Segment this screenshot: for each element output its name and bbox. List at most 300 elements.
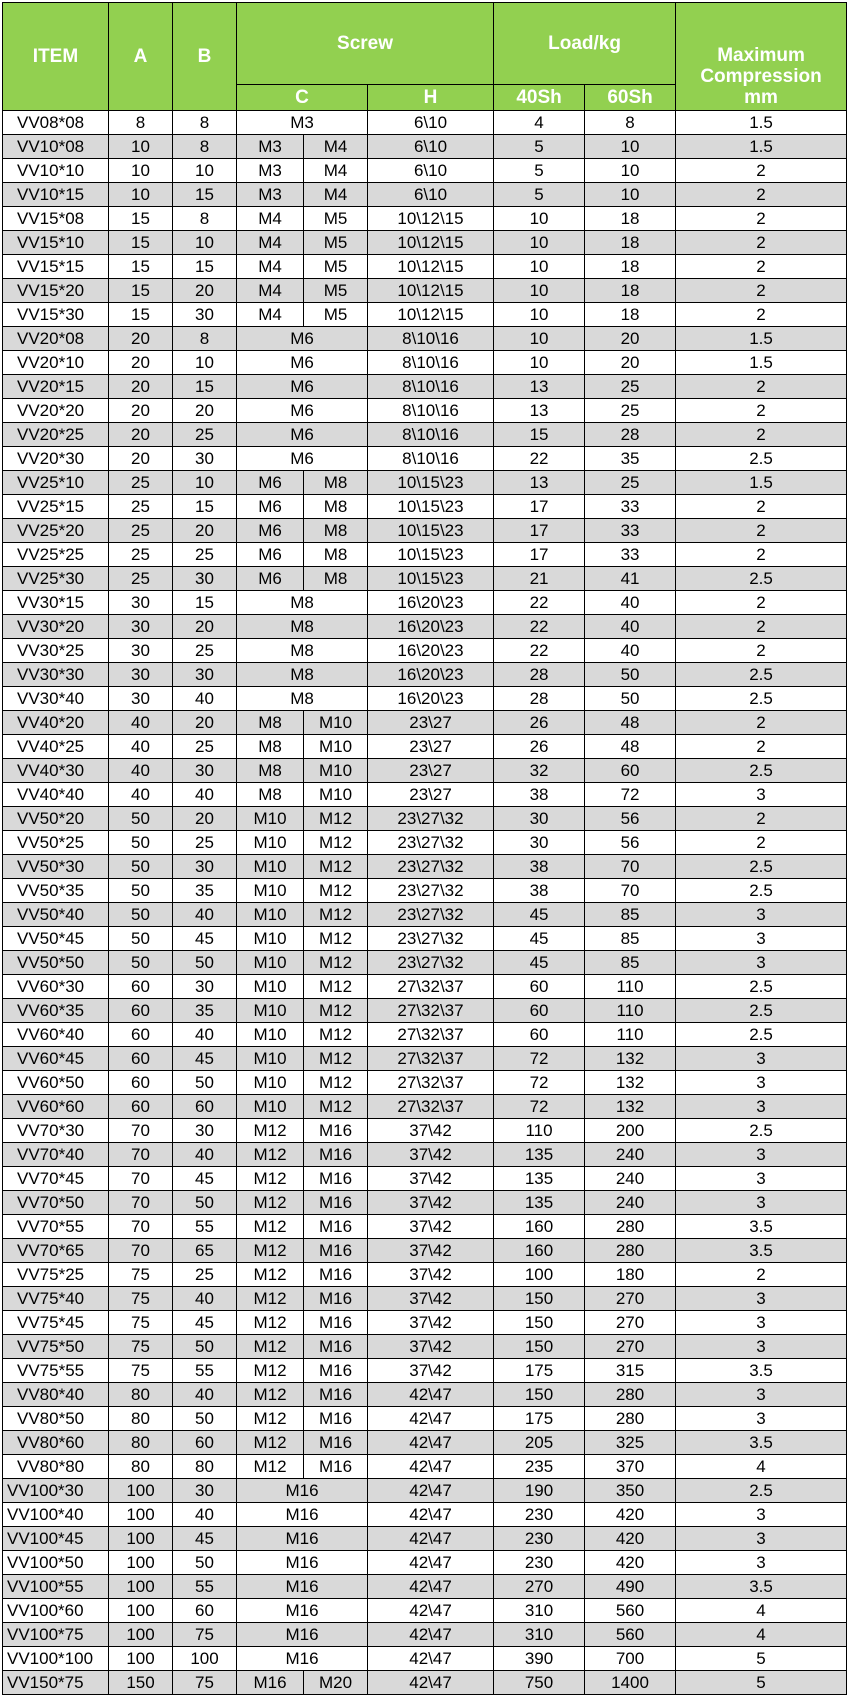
load-40sh-cell: 5 (494, 135, 585, 159)
screw-c1-cell: M12 (237, 1167, 304, 1191)
load-40sh-cell: 750 (494, 1671, 585, 1695)
table-row (3, 207, 847, 231)
max-compression-cell: 3.5 (676, 1359, 847, 1383)
load-40sh-cell: 60 (494, 999, 585, 1023)
max-compression-cell: 1.5 (676, 135, 847, 159)
a-cell: 15 (109, 303, 173, 327)
screw-c2-cell: M16 (304, 1311, 368, 1335)
a-cell: 15 (109, 255, 173, 279)
screw-h-cell: 42\47 (368, 1383, 494, 1407)
screw-c2-cell: M12 (304, 1023, 368, 1047)
max-compression-cell: 2 (676, 303, 847, 327)
b-cell: 45 (173, 1527, 237, 1551)
table-row (3, 807, 847, 831)
load-40sh-cell: 390 (494, 1647, 585, 1671)
screw-h-cell: 27\32\37 (368, 975, 494, 999)
b-cell: 40 (173, 903, 237, 927)
screw-h-cell: 27\32\37 (368, 1071, 494, 1095)
screw-c-cell: M6 (237, 327, 368, 351)
screw-c1-cell: M6 (237, 543, 304, 567)
max-compression-cell: 2.5 (676, 663, 847, 687)
screw-c1-cell: M6 (237, 471, 304, 495)
table-row (3, 519, 847, 543)
screw-c1-cell: M10 (237, 999, 304, 1023)
screw-h-cell: 23\27 (368, 711, 494, 735)
max-compression-cell: 3 (676, 1095, 847, 1119)
screw-c2-cell: M12 (304, 951, 368, 975)
max-compression-cell: 3.5 (676, 1431, 847, 1455)
load-40sh-cell: 135 (494, 1191, 585, 1215)
load-40sh-cell: 205 (494, 1431, 585, 1455)
b-cell: 40 (173, 1287, 237, 1311)
screw-h-cell: 27\32\37 (368, 999, 494, 1023)
b-cell: 30 (173, 567, 237, 591)
header-load: Load/kg (494, 3, 676, 85)
screw-c2-cell: M8 (304, 471, 368, 495)
max-compression-cell: 3.5 (676, 1239, 847, 1263)
table-row (3, 975, 847, 999)
b-cell: 15 (173, 591, 237, 615)
load-40sh-cell: 5 (494, 183, 585, 207)
screw-c1-cell: M4 (237, 207, 304, 231)
a-cell: 70 (109, 1215, 173, 1239)
a-cell: 40 (109, 783, 173, 807)
a-cell: 100 (109, 1527, 173, 1551)
max-compression-cell: 3 (676, 783, 847, 807)
item-cell: VV40*25 (3, 735, 109, 759)
a-cell: 20 (109, 327, 173, 351)
b-cell: 55 (173, 1215, 237, 1239)
screw-c2-cell: M12 (304, 831, 368, 855)
max-compression-cell: 2 (676, 159, 847, 183)
a-cell: 70 (109, 1119, 173, 1143)
screw-h-cell: 6\10 (368, 135, 494, 159)
screw-c2-cell: M12 (304, 975, 368, 999)
table-row (3, 327, 847, 351)
load-40sh-cell: 17 (494, 495, 585, 519)
screw-c1-cell: M8 (237, 783, 304, 807)
header-60sh: 60Sh (585, 85, 676, 111)
header-c: C (237, 85, 368, 111)
a-cell: 40 (109, 759, 173, 783)
max-compression-cell: 2 (676, 399, 847, 423)
b-cell: 40 (173, 1143, 237, 1167)
item-cell: VV20*25 (3, 423, 109, 447)
screw-c-cell: M8 (237, 615, 368, 639)
item-cell: VV100*30 (3, 1479, 109, 1503)
a-cell: 40 (109, 735, 173, 759)
max-compression-cell: 3 (676, 1551, 847, 1575)
a-cell: 60 (109, 999, 173, 1023)
max-compression-cell: 3 (676, 1335, 847, 1359)
b-cell: 30 (173, 855, 237, 879)
item-cell: VV75*55 (3, 1359, 109, 1383)
a-cell: 75 (109, 1311, 173, 1335)
table-row (3, 567, 847, 591)
screw-h-cell: 42\47 (368, 1575, 494, 1599)
b-cell: 30 (173, 447, 237, 471)
b-cell: 30 (173, 1479, 237, 1503)
load-60sh-cell: 315 (585, 1359, 676, 1383)
screw-c2-cell: M16 (304, 1335, 368, 1359)
screw-c2-cell: M16 (304, 1191, 368, 1215)
load-40sh-cell: 150 (494, 1383, 585, 1407)
a-cell: 30 (109, 591, 173, 615)
item-cell: VV30*20 (3, 615, 109, 639)
load-40sh-cell: 10 (494, 351, 585, 375)
max-compression-cell: 3 (676, 903, 847, 927)
max-compression-cell: 3 (676, 1311, 847, 1335)
load-40sh-cell: 13 (494, 375, 585, 399)
screw-c1-cell: M12 (237, 1407, 304, 1431)
item-cell: VV30*30 (3, 663, 109, 687)
screw-h-cell: 42\47 (368, 1671, 494, 1695)
load-40sh-cell: 10 (494, 279, 585, 303)
load-60sh-cell: 700 (585, 1647, 676, 1671)
a-cell: 75 (109, 1263, 173, 1287)
max-compression-cell: 2.5 (676, 999, 847, 1023)
screw-h-cell: 42\47 (368, 1599, 494, 1623)
load-60sh-cell: 20 (585, 327, 676, 351)
max-compression-cell: 1.5 (676, 471, 847, 495)
b-cell: 20 (173, 807, 237, 831)
a-cell: 100 (109, 1551, 173, 1575)
a-cell: 60 (109, 1047, 173, 1071)
screw-c2-cell: M16 (304, 1431, 368, 1455)
a-cell: 30 (109, 615, 173, 639)
b-cell: 35 (173, 999, 237, 1023)
item-cell: VV25*10 (3, 471, 109, 495)
item-cell: VV75*45 (3, 1311, 109, 1335)
b-cell: 65 (173, 1239, 237, 1263)
load-60sh-cell: 240 (585, 1143, 676, 1167)
b-cell: 30 (173, 303, 237, 327)
b-cell: 60 (173, 1095, 237, 1119)
screw-h-cell: 23\27\32 (368, 807, 494, 831)
table-row (3, 1311, 847, 1335)
screw-c1-cell: M8 (237, 759, 304, 783)
item-cell: VV40*40 (3, 783, 109, 807)
load-40sh-cell: 30 (494, 831, 585, 855)
max-compression-cell: 2 (676, 207, 847, 231)
item-cell: VV70*50 (3, 1191, 109, 1215)
load-60sh-cell: 85 (585, 903, 676, 927)
load-40sh-cell: 100 (494, 1263, 585, 1287)
max-compression-cell: 2 (676, 831, 847, 855)
load-60sh-cell: 48 (585, 735, 676, 759)
header-max-compression-line-1: Maximum (717, 45, 805, 66)
max-compression-cell: 3 (676, 927, 847, 951)
b-cell: 30 (173, 663, 237, 687)
screw-h-cell: 10\12\15 (368, 279, 494, 303)
item-cell: VV70*30 (3, 1119, 109, 1143)
load-60sh-cell: 50 (585, 687, 676, 711)
a-cell: 150 (109, 1671, 173, 1695)
item-cell: VV50*30 (3, 855, 109, 879)
screw-c-cell: M16 (237, 1647, 368, 1671)
load-60sh-cell: 70 (585, 855, 676, 879)
load-60sh-cell: 240 (585, 1167, 676, 1191)
b-cell: 75 (173, 1671, 237, 1695)
load-40sh-cell: 38 (494, 879, 585, 903)
load-60sh-cell: 490 (585, 1575, 676, 1599)
load-40sh-cell: 45 (494, 927, 585, 951)
load-60sh-cell: 110 (585, 999, 676, 1023)
load-60sh-cell: 56 (585, 807, 676, 831)
b-cell: 50 (173, 1191, 237, 1215)
max-compression-cell: 3.5 (676, 1575, 847, 1599)
b-cell: 60 (173, 1599, 237, 1623)
item-cell: VV20*15 (3, 375, 109, 399)
load-60sh-cell: 60 (585, 759, 676, 783)
screw-c1-cell: M10 (237, 927, 304, 951)
a-cell: 25 (109, 567, 173, 591)
item-cell: VV80*60 (3, 1431, 109, 1455)
load-60sh-cell: 325 (585, 1431, 676, 1455)
table-row (3, 1503, 847, 1527)
header-item: ITEM (3, 3, 109, 111)
max-compression-cell: 2.5 (676, 879, 847, 903)
a-cell: 70 (109, 1143, 173, 1167)
max-compression-cell: 2 (676, 255, 847, 279)
screw-h-cell: 42\47 (368, 1431, 494, 1455)
load-40sh-cell: 26 (494, 711, 585, 735)
table-row (3, 543, 847, 567)
max-compression-cell: 2 (676, 495, 847, 519)
table-row (3, 255, 847, 279)
item-cell: VV30*15 (3, 591, 109, 615)
screw-c1-cell: M8 (237, 735, 304, 759)
screw-h-cell: 10\12\15 (368, 231, 494, 255)
screw-c1-cell: M10 (237, 831, 304, 855)
load-60sh-cell: 40 (585, 615, 676, 639)
b-cell: 40 (173, 783, 237, 807)
screw-h-cell: 10\12\15 (368, 207, 494, 231)
screw-c2-cell: M12 (304, 1071, 368, 1095)
load-40sh-cell: 28 (494, 687, 585, 711)
screw-c2-cell: M16 (304, 1167, 368, 1191)
screw-h-cell: 37\42 (368, 1311, 494, 1335)
screw-h-cell: 10\12\15 (368, 303, 494, 327)
screw-h-cell: 27\32\37 (368, 1047, 494, 1071)
b-cell: 35 (173, 879, 237, 903)
a-cell: 100 (109, 1479, 173, 1503)
load-60sh-cell: 18 (585, 207, 676, 231)
b-cell: 80 (173, 1455, 237, 1479)
screw-c1-cell: M12 (237, 1455, 304, 1479)
load-60sh-cell: 420 (585, 1503, 676, 1527)
screw-h-cell: 10\12\15 (368, 255, 494, 279)
screw-h-cell: 23\27\32 (368, 879, 494, 903)
table-row (3, 1431, 847, 1455)
load-60sh-cell: 85 (585, 927, 676, 951)
max-compression-cell: 2 (676, 279, 847, 303)
screw-h-cell: 10\15\23 (368, 471, 494, 495)
screw-c1-cell: M6 (237, 519, 304, 543)
item-cell: VV40*30 (3, 759, 109, 783)
load-60sh-cell: 270 (585, 1311, 676, 1335)
table-row (3, 1671, 847, 1695)
max-compression-cell: 2 (676, 735, 847, 759)
table-row (3, 711, 847, 735)
b-cell: 10 (173, 159, 237, 183)
a-cell: 25 (109, 495, 173, 519)
load-60sh-cell: 280 (585, 1383, 676, 1407)
a-cell: 100 (109, 1599, 173, 1623)
max-compression-cell: 3 (676, 1191, 847, 1215)
screw-h-cell: 37\42 (368, 1359, 494, 1383)
screw-c2-cell: M20 (304, 1671, 368, 1695)
screw-c1-cell: M12 (237, 1311, 304, 1335)
header-max-compression-line-3: mm (744, 87, 778, 108)
b-cell: 8 (173, 207, 237, 231)
load-60sh-cell: 270 (585, 1287, 676, 1311)
a-cell: 50 (109, 831, 173, 855)
a-cell: 80 (109, 1455, 173, 1479)
max-compression-cell: 2.5 (676, 447, 847, 471)
a-cell: 30 (109, 663, 173, 687)
a-cell: 30 (109, 639, 173, 663)
max-compression-cell: 2 (676, 807, 847, 831)
load-60sh-cell: 270 (585, 1335, 676, 1359)
screw-c-cell: M16 (237, 1479, 368, 1503)
load-60sh-cell: 1400 (585, 1671, 676, 1695)
max-compression-cell: 2 (676, 1263, 847, 1287)
b-cell: 25 (173, 639, 237, 663)
load-40sh-cell: 190 (494, 1479, 585, 1503)
table-row (3, 279, 847, 303)
table-row (3, 447, 847, 471)
max-compression-cell: 2.5 (676, 975, 847, 999)
max-compression-cell: 2.5 (676, 759, 847, 783)
screw-c1-cell: M12 (237, 1431, 304, 1455)
load-40sh-cell: 150 (494, 1287, 585, 1311)
screw-c1-cell: M10 (237, 903, 304, 927)
b-cell: 15 (173, 183, 237, 207)
screw-c2-cell: M5 (304, 303, 368, 327)
screw-c-cell: M8 (237, 687, 368, 711)
screw-c1-cell: M16 (237, 1671, 304, 1695)
load-60sh-cell: 420 (585, 1551, 676, 1575)
screw-c2-cell: M16 (304, 1407, 368, 1431)
load-40sh-cell: 32 (494, 759, 585, 783)
load-60sh-cell: 56 (585, 831, 676, 855)
max-compression-cell: 3 (676, 1383, 847, 1407)
load-40sh-cell: 230 (494, 1503, 585, 1527)
load-40sh-cell: 4 (494, 111, 585, 135)
spec-table (2, 2, 847, 1695)
table-row (3, 1071, 847, 1095)
screw-c1-cell: M4 (237, 255, 304, 279)
table-row (3, 951, 847, 975)
screw-h-cell: 42\47 (368, 1503, 494, 1527)
a-cell: 100 (109, 1575, 173, 1599)
table-row (3, 231, 847, 255)
screw-h-cell: 10\15\23 (368, 567, 494, 591)
table-row (3, 471, 847, 495)
max-compression-cell: 2.5 (676, 1023, 847, 1047)
screw-h-cell: 8\10\16 (368, 375, 494, 399)
a-cell: 50 (109, 807, 173, 831)
item-cell: VV60*60 (3, 1095, 109, 1119)
a-cell: 60 (109, 1023, 173, 1047)
b-cell: 55 (173, 1359, 237, 1383)
load-60sh-cell: 280 (585, 1215, 676, 1239)
load-60sh-cell: 70 (585, 879, 676, 903)
screw-h-cell: 27\32\37 (368, 1023, 494, 1047)
screw-c2-cell: M8 (304, 543, 368, 567)
screw-h-cell: 37\42 (368, 1215, 494, 1239)
item-cell: VV50*45 (3, 927, 109, 951)
b-cell: 8 (173, 135, 237, 159)
a-cell: 70 (109, 1239, 173, 1263)
screw-h-cell: 23\27 (368, 783, 494, 807)
a-cell: 20 (109, 399, 173, 423)
screw-h-cell: 8\10\16 (368, 327, 494, 351)
load-60sh-cell: 110 (585, 975, 676, 999)
screw-c-cell: M16 (237, 1575, 368, 1599)
table-row (3, 879, 847, 903)
a-cell: 80 (109, 1431, 173, 1455)
screw-c2-cell: M8 (304, 567, 368, 591)
load-40sh-cell: 230 (494, 1527, 585, 1551)
screw-h-cell: 42\47 (368, 1455, 494, 1479)
item-cell: VV100*45 (3, 1527, 109, 1551)
table-row (3, 1119, 847, 1143)
max-compression-cell: 1.5 (676, 111, 847, 135)
load-40sh-cell: 13 (494, 399, 585, 423)
item-cell: VV15*08 (3, 207, 109, 231)
screw-c-cell: M16 (237, 1503, 368, 1527)
item-cell: VV70*55 (3, 1215, 109, 1239)
table-row (3, 1479, 847, 1503)
load-40sh-cell: 45 (494, 951, 585, 975)
screw-c2-cell: M10 (304, 735, 368, 759)
screw-h-cell: 37\42 (368, 1287, 494, 1311)
b-cell: 40 (173, 687, 237, 711)
item-cell: VV100*100 (3, 1647, 109, 1671)
screw-c1-cell: M10 (237, 1023, 304, 1047)
a-cell: 40 (109, 711, 173, 735)
screw-c-cell: M8 (237, 639, 368, 663)
a-cell: 75 (109, 1359, 173, 1383)
a-cell: 100 (109, 1623, 173, 1647)
b-cell: 25 (173, 543, 237, 567)
item-cell: VV60*45 (3, 1047, 109, 1071)
item-cell: VV60*40 (3, 1023, 109, 1047)
screw-h-cell: 6\10 (368, 111, 494, 135)
max-compression-cell: 3 (676, 1503, 847, 1527)
screw-h-cell: 10\15\23 (368, 495, 494, 519)
screw-c2-cell: M5 (304, 207, 368, 231)
table-row (3, 1047, 847, 1071)
item-cell: VV10*08 (3, 135, 109, 159)
table-row (3, 1215, 847, 1239)
a-cell: 70 (109, 1191, 173, 1215)
a-cell: 15 (109, 279, 173, 303)
screw-h-cell: 16\20\23 (368, 591, 494, 615)
header-a: A (109, 3, 173, 111)
table-row (3, 1455, 847, 1479)
b-cell: 8 (173, 111, 237, 135)
item-cell: VV10*15 (3, 183, 109, 207)
b-cell: 20 (173, 711, 237, 735)
b-cell: 20 (173, 519, 237, 543)
table-row (3, 1095, 847, 1119)
load-40sh-cell: 5 (494, 159, 585, 183)
screw-c1-cell: M10 (237, 975, 304, 999)
load-60sh-cell: 33 (585, 495, 676, 519)
